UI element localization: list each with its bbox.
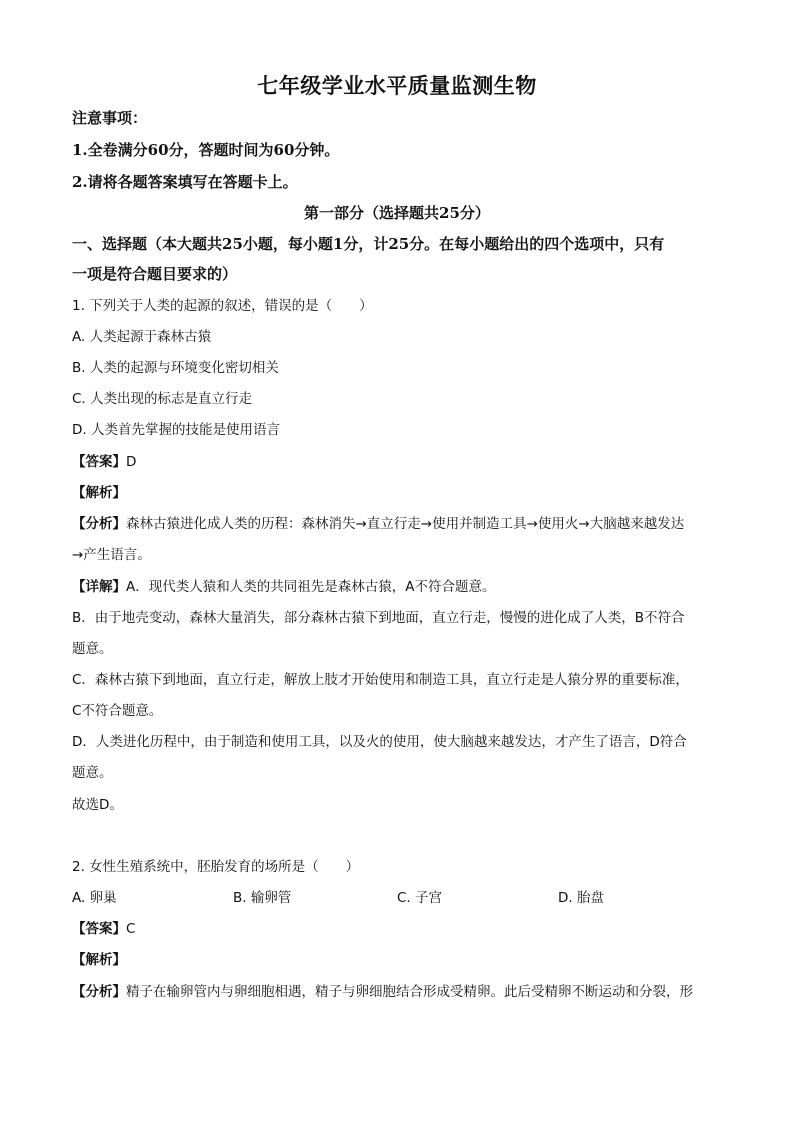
notes-item-2: 2.请将各题答案填写在答题卡上。 [72,173,298,191]
fenxi-tag: 【分析】 [72,516,126,532]
fenxi-tag: 【分析】 [72,984,126,1000]
q1-detail-line3: 题意。 [72,641,113,657]
q1-detail-line6: D．人类进化历程中，由于制造和使用工具，以及火的使用，使大脑越来越发达，才产生了语言，D符合 [72,734,687,750]
q1-detail-line4: C．森林古猿下到地面，直立行走，解放上肢才开始使用和制造工具，直立行走是人猿分界的重要标准， [72,672,689,688]
section-heading-line1: 一、选择题（本大题共25小题，每小题1分，计25分。在每小题给出的四个选项中，只有 [72,235,665,253]
q1-stem: 1. 下列关于人类的起源的叙述，错误的是（ ） [72,298,373,314]
notes-item-1: 1.全卷满分60分，答题时间为60分钟。 [72,141,340,159]
q1-option-b: B. 人类的起源与环境变化密切相关 [72,360,279,376]
q2-analysis-tag: 【解析】 [72,952,126,968]
part-title: 第一部分（选择题共25分） [304,204,490,222]
q1-conclusion: 故选D。 [72,797,123,813]
q2-option-d: D. 胎盘 [558,890,604,906]
q1-detail-line7: 题意。 [72,765,113,781]
answer-value: C [126,921,136,937]
notes-heading: 注意事项： [72,109,148,127]
q1-fenxi-line2: →产生语言。 [72,547,151,563]
q1-fenxi-line1: 【分析】森林古猿进化成人类的历程：森林消失→直立行走→使用并制造工具→使用火→大脑越来越发达 [72,516,685,532]
q2-answer [72,919,722,939]
q2-option-c: C. 子宫 [397,890,443,906]
q1-option-d: D. 人类首先掌握的技能是使用语言 [72,422,280,438]
q1-option-c: C. 人类出现的标志是直立行走 [72,391,253,407]
q1-detail-line5: C不符合题意。 [72,703,163,719]
q2-fenxi-line1: 【分析】精子在输卵管内与卵细胞相遇，精子与卵细胞结合形成受精卵。此后受精卵不断运动和分裂，形 [72,984,693,1000]
answer-tag: 【答案】 [72,454,126,470]
q1-option-a: A. 人类起源于森林古猿 [72,329,212,345]
answer-value: D [126,454,137,470]
detail-tag: 【详解】 [72,579,126,595]
q1-analysis-tag: 【解析】 [72,485,126,501]
q1-detail-line1: 【详解】A．现代类人猿和人类的共同祖先是森林古猿，A不符合题意。 [72,579,496,595]
q1-detail-line2: B．由于地壳变动，森林大量消失，部分森林古猿下到地面，直立行走，慢慢的进化成了人类，B不符合 [72,610,685,626]
page-title: 七年级学业水平质量监测生物 [257,73,537,98]
q2-option-a: A. 卵巢 [72,890,117,906]
q1-answer [72,452,722,472]
q2-stem: 2. 女性生殖系统中，胚胎发育的场所是（ ） [72,859,360,875]
answer-tag: 【答案】 [72,921,126,937]
section-heading-line2: 一项是符合题目要求的） [72,265,238,283]
q2-option-b: B. 输卵管 [233,890,292,906]
